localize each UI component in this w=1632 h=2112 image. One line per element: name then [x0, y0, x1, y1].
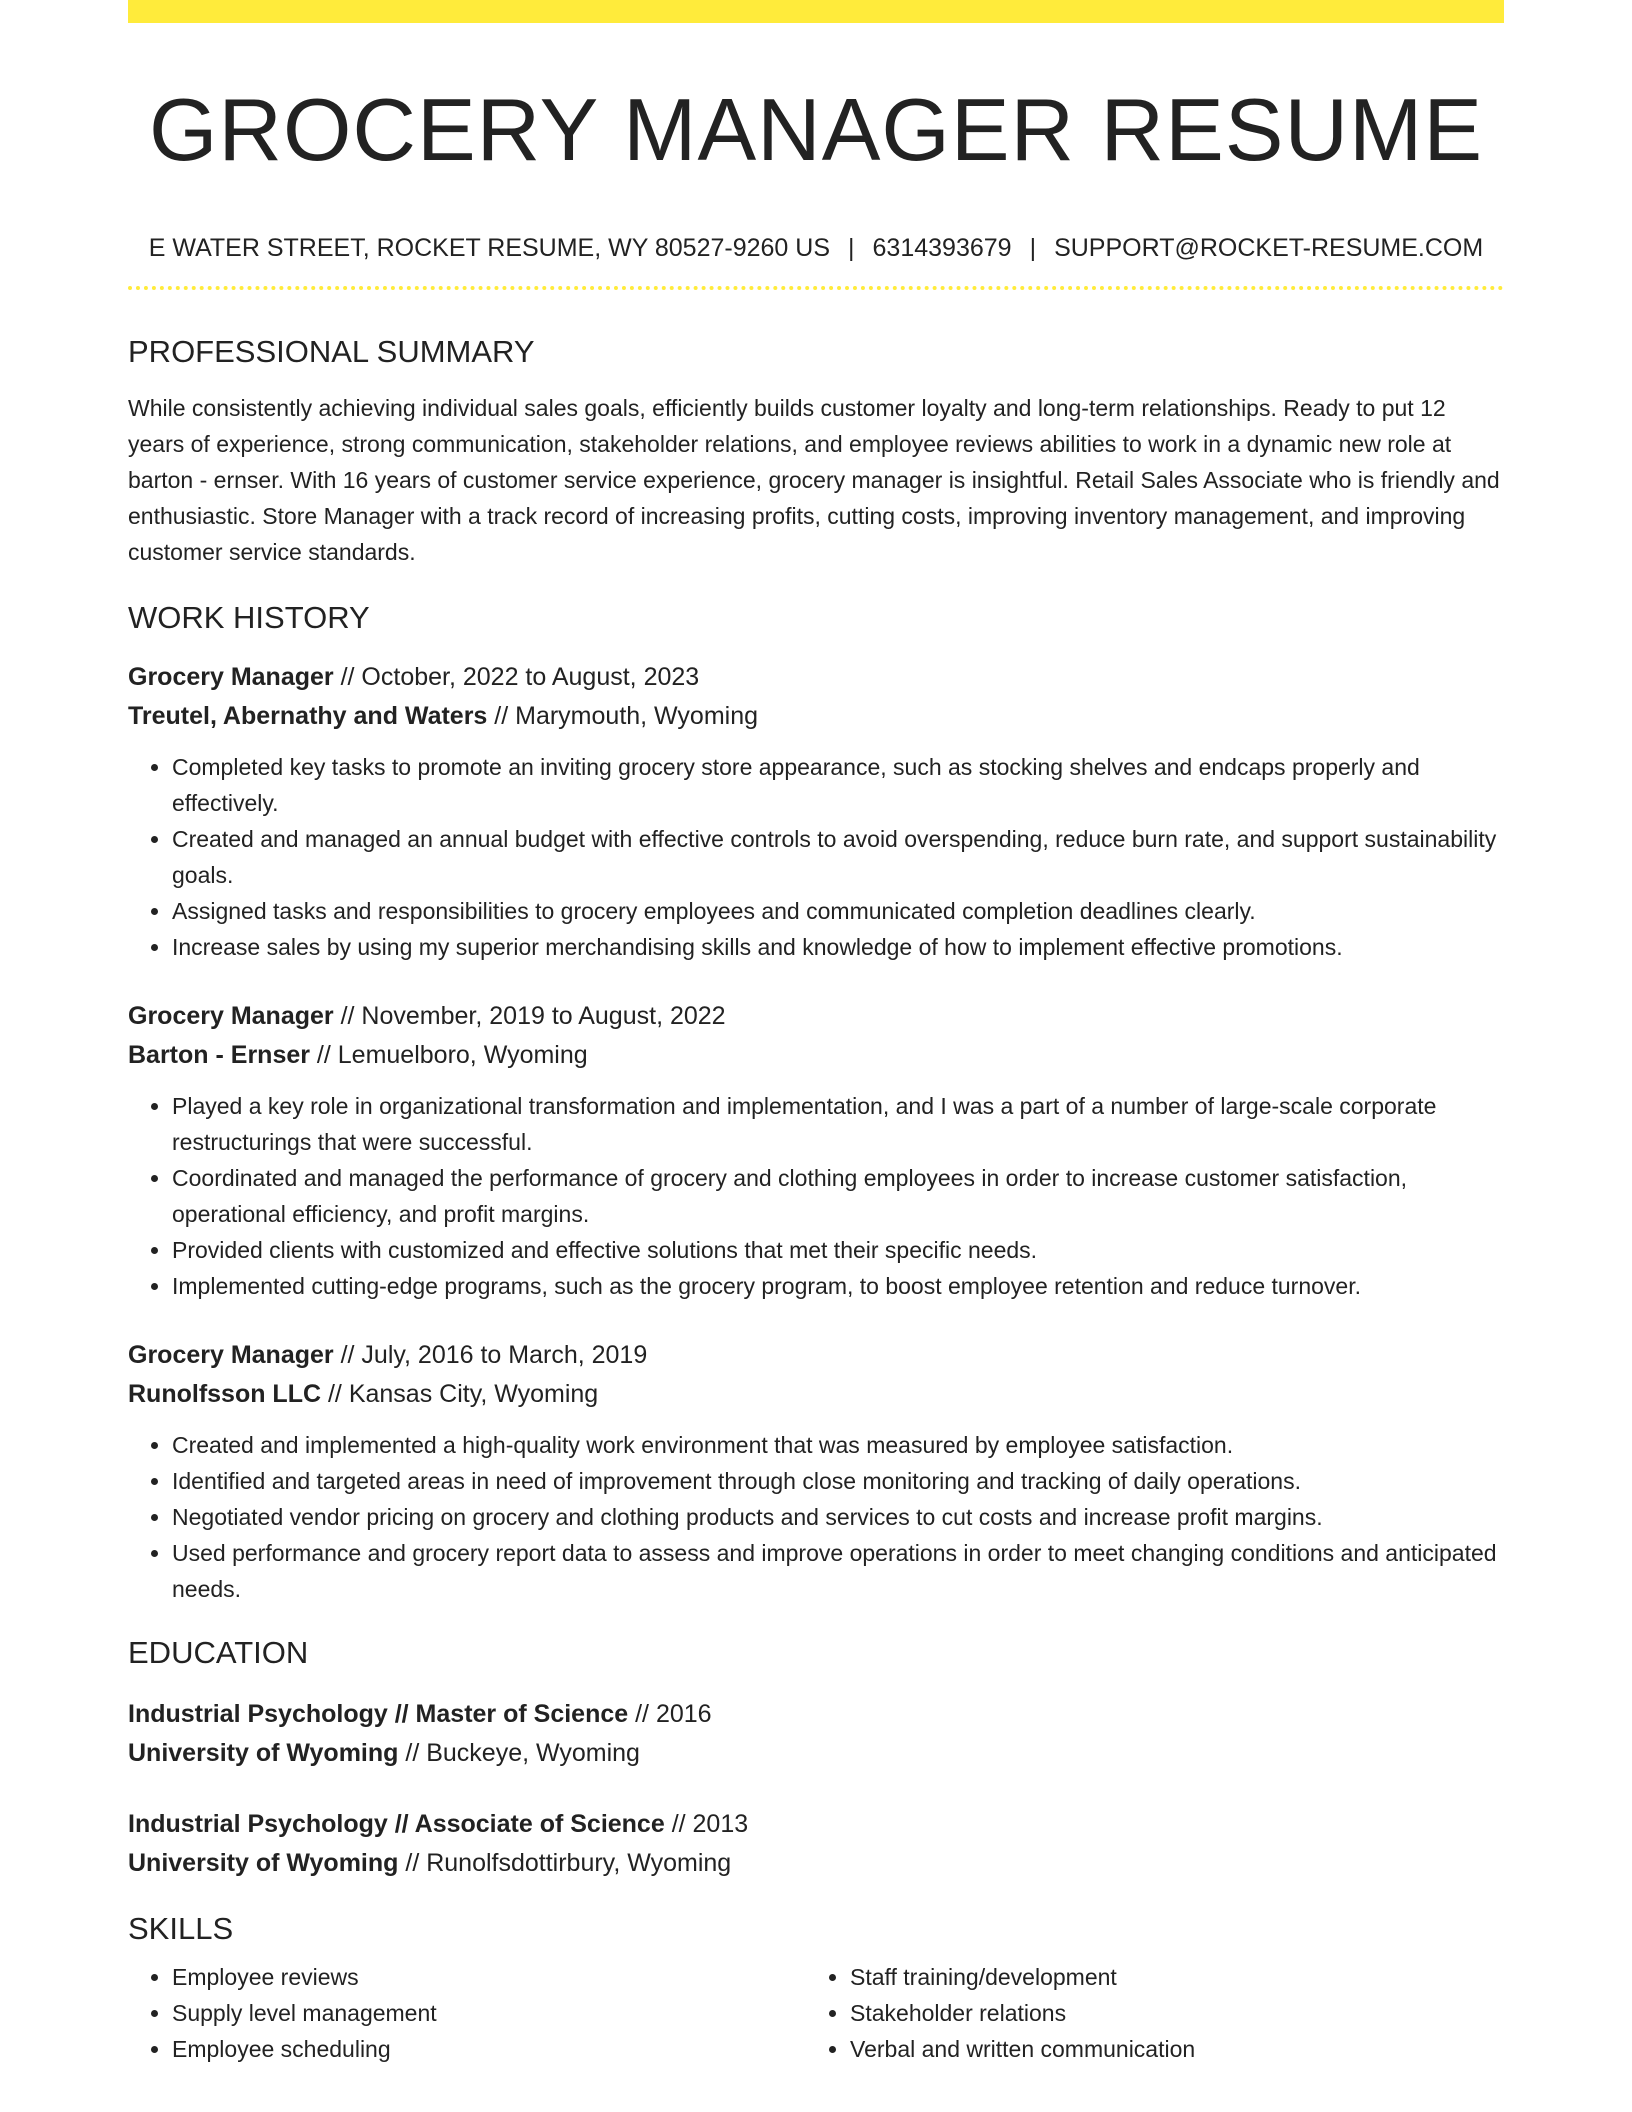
job-bullet: • Created and managed an annual budget with effective controls to avoid overspending, reduce burn rate, and support sustainability goals.: [172, 821, 1504, 893]
job-title: Grocery Manager: [128, 1002, 334, 1030]
contact-email: SUPPORT@ROCKET-RESUME.COM: [1054, 234, 1484, 262]
job-bullet: • Coordinated and managed the performance of grocery and clothing employees in order to increase customer satisfaction, operational efficiency, and profit margins.: [172, 1160, 1504, 1232]
skill-item: • Verbal and written communication: [850, 2031, 1484, 2067]
job-entry: [128, 997, 1504, 1304]
job-title: Grocery Manager: [128, 663, 334, 691]
dotted-divider: [128, 286, 1504, 290]
resume-content: [128, 0, 1504, 2067]
contact-line: [128, 232, 1504, 264]
job-bullet: • Used performance and grocery report data to assess and improve operations in order to meet changing conditions and anticipated needs.: [172, 1535, 1504, 1607]
job-title-line: [128, 658, 1504, 697]
education-degree: Industrial Psychology // Associate of Science: [128, 1810, 665, 1838]
job-company: Runolfsson LLC: [128, 1380, 322, 1408]
education-year: // 2016: [628, 1700, 712, 1728]
skills-list-right: [806, 1959, 1484, 2067]
job-bullet: • Completed key tasks to promote an inviting grocery store appearance, such as stocking shelves and endcaps properly and effectively.: [172, 749, 1504, 821]
summary-heading: PROFESSIONAL SUMMARY: [128, 334, 535, 369]
job-entry: [128, 1336, 1504, 1607]
job-company: Treutel, Abernathy and Waters: [128, 702, 488, 730]
job-bullet: • Negotiated vendor pricing on grocery and clothing products and services to cut costs and increase profit margins.: [172, 1499, 1504, 1535]
education-location: // Buckeye, Wyoming: [398, 1739, 640, 1767]
education-location: // Runolfsdottirbury, Wyoming: [398, 1849, 732, 1877]
skills-list-left: [128, 1959, 806, 2067]
education-school: University of Wyoming: [128, 1849, 399, 1877]
job-company: Barton - Ernser: [128, 1041, 310, 1069]
job-company-line: [128, 1375, 1504, 1414]
contact-address: E WATER STREET, ROCKET RESUME, WY 80527-9260 US: [148, 234, 831, 262]
job-bullet: • Created and implemented a high-quality work environment that was measured by employee satisfaction.: [172, 1427, 1504, 1463]
job-title: Grocery Manager: [128, 1341, 334, 1369]
job-company-line: [128, 697, 1504, 736]
skills-grid: [128, 1959, 1504, 2067]
job-bullet: • Implemented cutting-edge programs, such as the grocery program, to boost employee retention and reduce turnover.: [172, 1268, 1504, 1304]
work-history-heading: WORK HISTORY: [128, 600, 370, 635]
skill-item: • Supply level management: [172, 1995, 806, 2031]
contact-separator: |: [848, 234, 855, 262]
education-school: University of Wyoming: [128, 1739, 399, 1767]
skill-item: • Staff training/development: [850, 1959, 1484, 1995]
job-title-line: [128, 1336, 1504, 1375]
job-bullet: • Played a key role in organizational transformation and implementation, and I was a part of a number of large-scale corporate restructurings that were successful.: [172, 1088, 1504, 1160]
job-bullet: • Identified and targeted areas in need of improvement through close monitoring and tracking of daily operations.: [172, 1463, 1504, 1499]
job-bullets: [128, 1088, 1504, 1304]
education-school-line: [128, 1844, 1504, 1883]
education-school-line: [128, 1734, 1504, 1773]
skill-item: • Employee scheduling: [172, 2031, 806, 2067]
job-company-line: [128, 1036, 1504, 1075]
skill-item: • Employee reviews: [172, 1959, 806, 1995]
education-year: // 2013: [664, 1810, 749, 1838]
job-location: // Kansas City, Wyoming: [321, 1380, 599, 1408]
job-bullet: • Increase sales by using my superior merchandising skills and knowledge of how to implement effective promotions.: [172, 929, 1504, 965]
education-degree-line: [128, 1805, 1504, 1844]
job-bullets: [128, 749, 1504, 965]
skill-item: • Stakeholder relations: [850, 1995, 1484, 2031]
education-entry: [128, 1805, 1504, 1883]
page-title: GROCERY MANAGER RESUME: [148, 80, 1484, 179]
job-entry: [128, 658, 1504, 965]
job-bullet: • Provided clients with customized and effective solutions that met their specific needs.: [172, 1232, 1504, 1268]
education-entry: [128, 1695, 1504, 1773]
job-bullet: • Assigned tasks and responsibilities to grocery employees and communicated completion deadlines clearly.: [172, 893, 1504, 929]
contact-separator: |: [1029, 234, 1037, 262]
job-bullets: [128, 1427, 1504, 1607]
job-title-line: [128, 997, 1504, 1036]
education-degree-line: [128, 1695, 1504, 1734]
summary-text: While consistently achieving individual sales goals, efficiently builds customer loyalty and long-term relationships. Ready to put 12 years of experience, strong communication, stakeholder relations, and employee reviews abilities to work in a dynamic new role at barton - ernser. With 16 years of customer service experience, grocery manager is insightful. Retail Sales Associate who is friendly and enthusiastic. Store Manager with a track record of increasing profits, cutting costs, improving inventory management, and improving customer service standards.: [128, 395, 1500, 565]
skills-heading: SKILLS: [128, 1911, 234, 1946]
job-location: // Marymouth, Wyoming: [487, 702, 759, 730]
education-degree: Industrial Psychology // Master of Science: [128, 1700, 629, 1728]
contact-phone: 6314393679: [872, 234, 1012, 262]
job-dates: // November, 2019 to August, 2022: [333, 1002, 726, 1030]
job-location: // Lemuelboro, Wyoming: [309, 1041, 588, 1069]
education-heading: EDUCATION: [128, 1635, 309, 1670]
job-dates: // July, 2016 to March, 2019: [333, 1341, 648, 1369]
job-dates: // October, 2022 to August, 2023: [333, 663, 700, 691]
